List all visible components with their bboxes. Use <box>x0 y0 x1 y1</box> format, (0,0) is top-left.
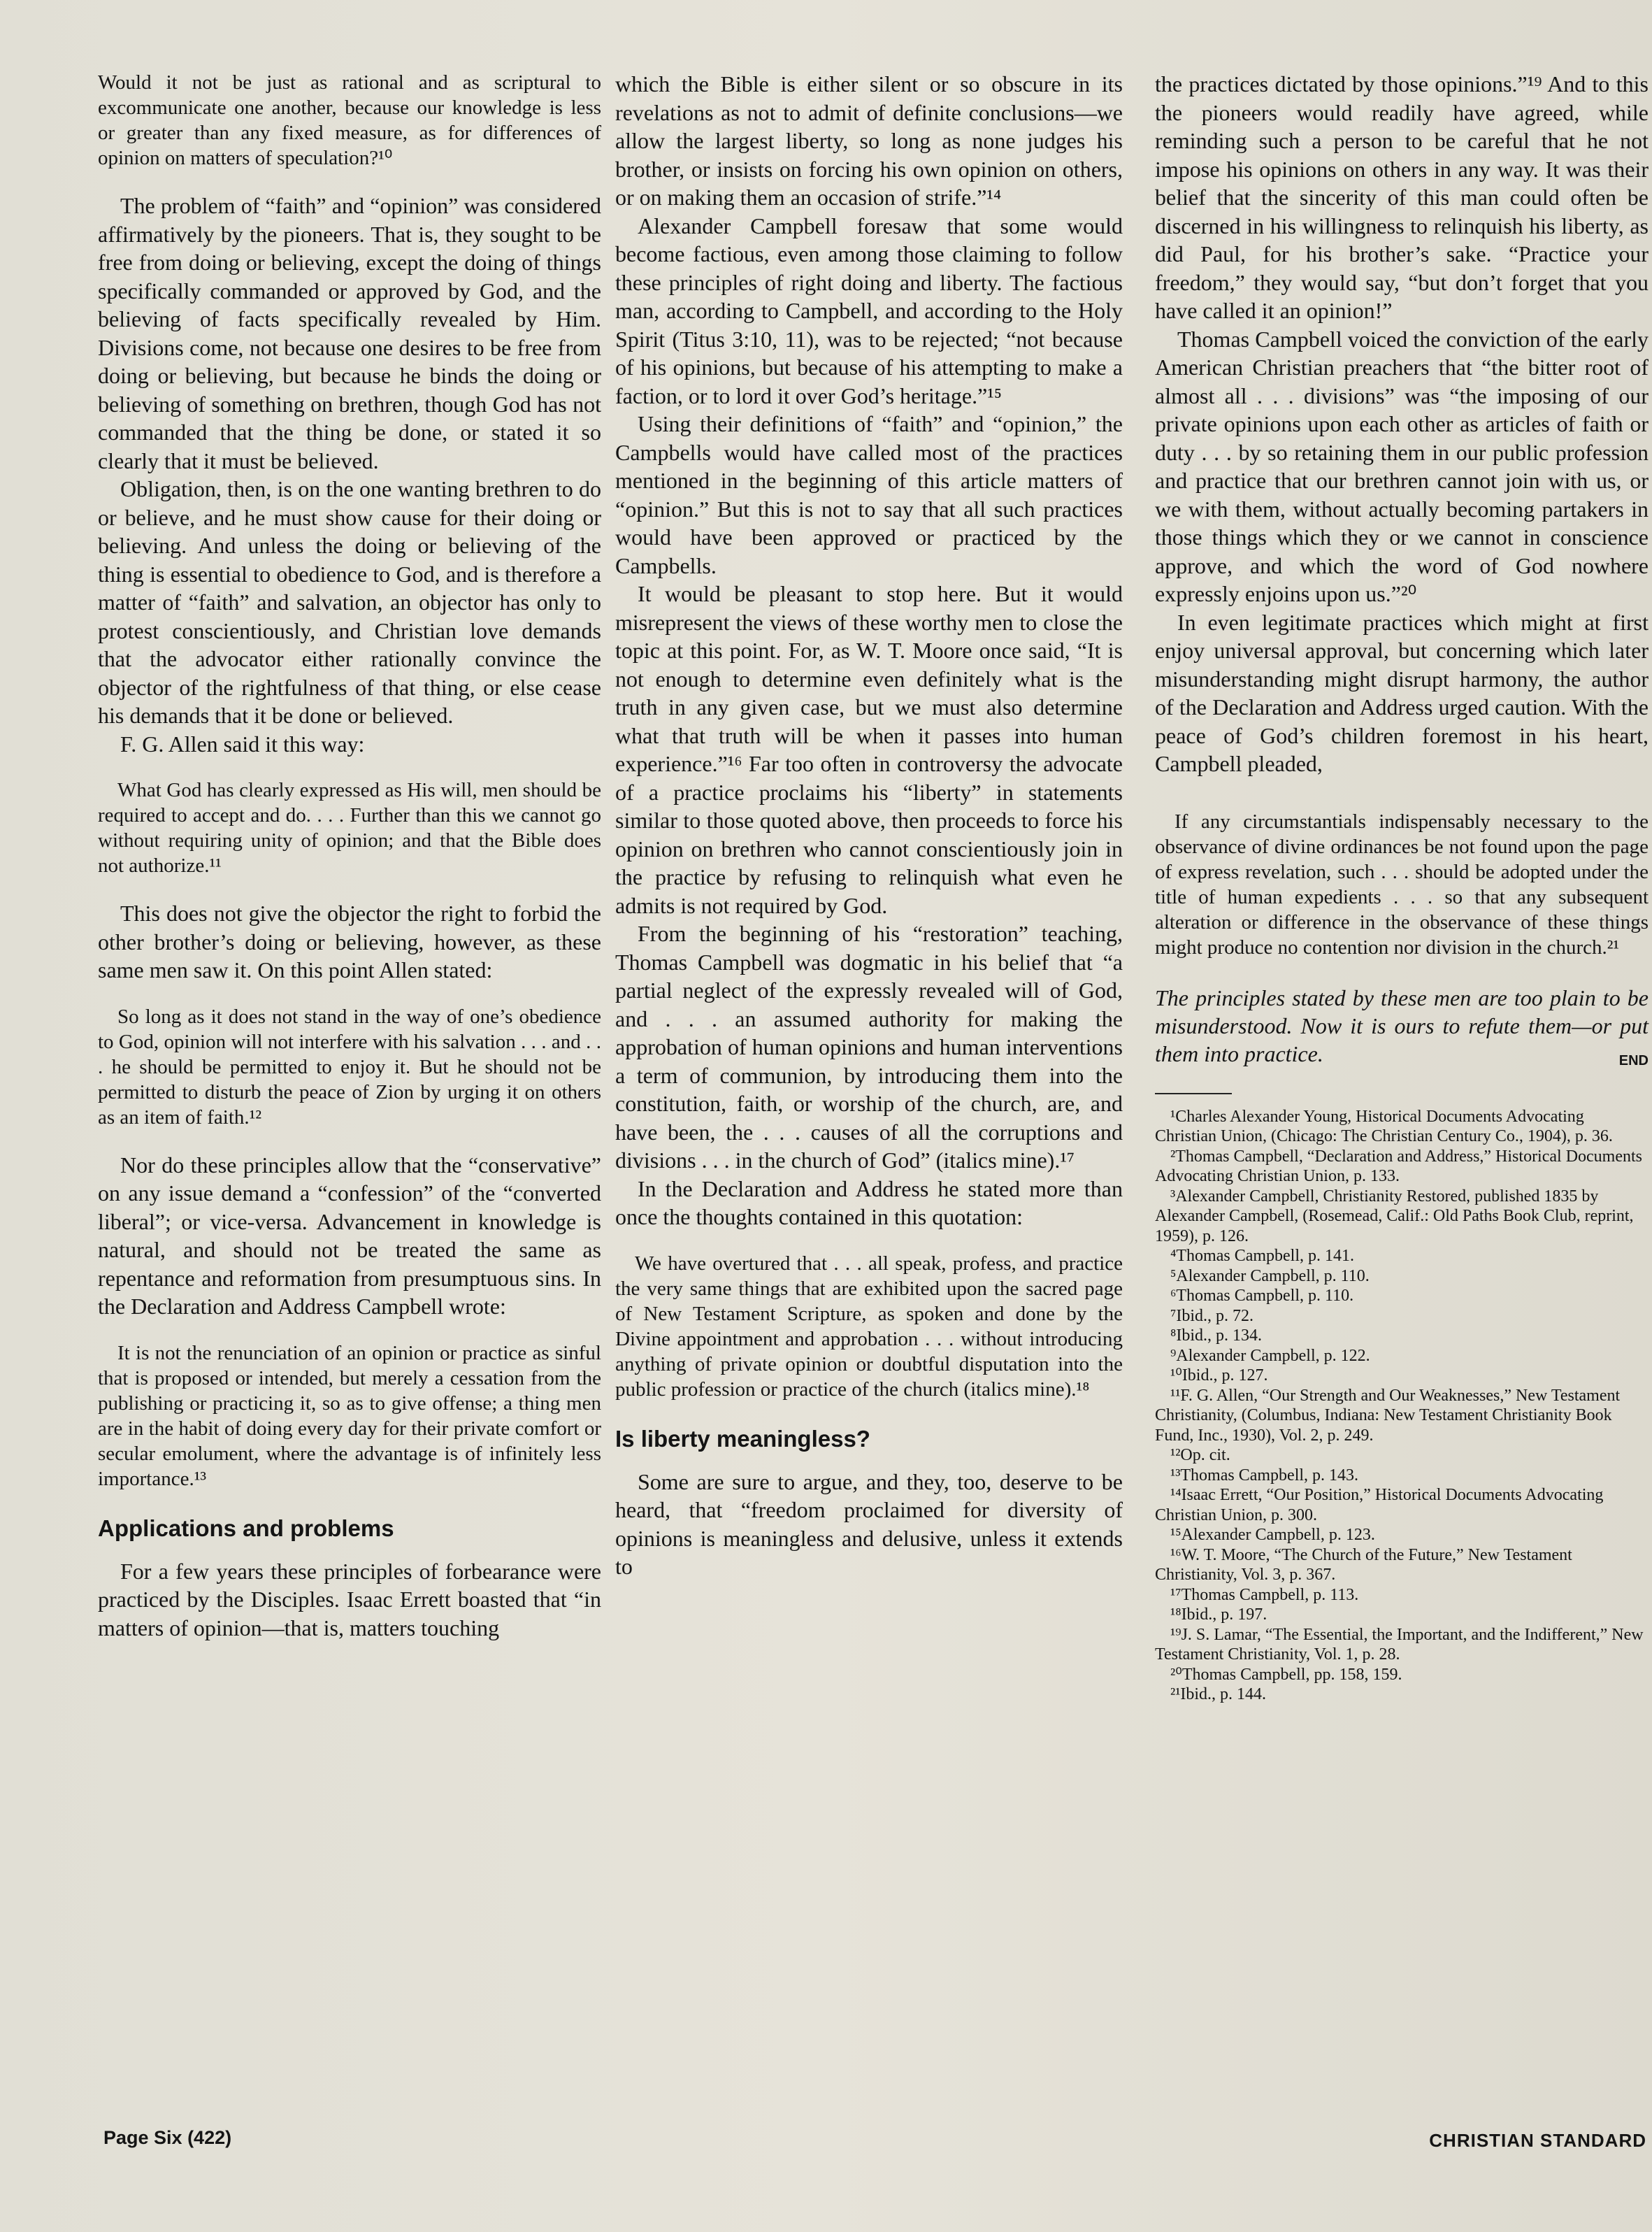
quote-allen-2: So long as it does not stand in the way of one’s obedience to God, opinion will not interfere with his salvation . . . and . . . he should be permitted to enjoy it. But he should not be permitted to disturb the peace of Zion by urging it on others as an item of faith.¹² <box>98 1005 601 1129</box>
column-1 <box>98 70 601 1642</box>
paragraph: Nor do these principles allow that the “conservative” on any issue demand a “confession” of the “converted liberal”; or vice-versa. Advancement in knowledge is natural, and should not be treated the same as repentance and reformation from presumptuous sins. In the Declaration and Address Campbell wrote: <box>98 1152 601 1319</box>
paragraph: For a few years these principles of forbearance were practiced by the Disciples. Isaac Errett boasted that “in matters of opinion—that is, matters touching <box>98 1558 601 1640</box>
footnote: ¹¹F. G. Allen, “Our Strength and Our Weaknesses,” New Testament Christianity, (Columbus, Indiana: New Testament Christianity Book Fund, Inc., 1930), Vol. 2, p. 249. <box>1155 1386 1621 1445</box>
column-2 <box>615 70 1123 1581</box>
subheading-liberty: Is liberty meaningless? <box>615 1425 870 1452</box>
closing-text: The principles stated by these men are too plain to be misunderstood. Now it is ours to refute them—or put them into practice. <box>1155 985 1649 1066</box>
footnote: ⁸Ibid., p. 134. <box>1170 1326 1263 1345</box>
end-mark: END <box>1618 1052 1649 1068</box>
footnote: ¹⁸Ibid., p. 197. <box>1170 1605 1267 1624</box>
paragraph: Obligation, then, is on the one wanting brethren to do or believe, and he must show cause for their doing or believing. And unless the doing or believing of the thing is essential to obedience to God, and is therefore a matter of “faith” and salvation, an objector has only to protest conscientiously, and Christian love demands that the advocator either rationally convince the objector of the rightfulness of that thing, or else cease his demands that it be done or believed. <box>98 476 601 728</box>
publication-name: CHRISTIAN STANDARD <box>1429 2130 1646 2151</box>
footnote: ¹⁷Thomas Campbell, p. 113. <box>1170 1585 1359 1604</box>
footnote: ²¹Ibid., p. 144. <box>1170 1685 1267 1703</box>
footnote-divider <box>1155 1093 1232 1094</box>
footnote: ⁷Ibid., p. 72. <box>1170 1306 1254 1325</box>
footnote: ¹⁴Isaac Errett, “Our Position,” Historical Documents Advocating Christian Union, p. 300. <box>1155 1486 1604 1524</box>
footnote: ⁹Alexander Campbell, p. 122. <box>1170 1346 1370 1365</box>
paragraph: Using their definitions of “faith” and “opinion,” the Campbells would have called most of the practices mentioned in the beginning of this article matters of “opinion.” But this is not to say that all such practices would have been approved or practiced by the Campbells. <box>615 411 1123 578</box>
footnotes-list <box>1155 1107 1649 1705</box>
footnote: ¹Charles Alexander Young, Historical Documents Advocating Christian Union, (Chicago: The Christian Century Co., 1904), p. 36. <box>1155 1107 1613 1145</box>
footnote: ¹³Thomas Campbell, p. 143. <box>1170 1466 1359 1485</box>
paragraph: which the Bible is either silent or so obscure in its revelations as not to admit of definite conclusions—we allow the largest liberty, so long as none judges his brother, or insists on forcing his own opinion on others, or on making them an occasion of strife.”¹⁴ <box>615 71 1123 210</box>
paragraph: It would be pleasant to stop here. But it would misrepresent the views of these worthy men to close the topic at this point. For, as W. T. Moore once said, “It is not enough to determine even definitely what is the truth in any given case, but we must also determine what that truth will be when it passes into human experience.”¹⁶ Far too often in controversy the advocate of a practice proclaims his “liberty” in statements similar to those quoted above, then proceeds to force his opinion on brethren who cannot conscientiously join in the practice by refusing to relinquish what even he admits is not required by God. <box>615 581 1123 918</box>
paragraph: Thomas Campbell voiced the conviction of the early American Christian preachers that “the bitter root of almost all . . . divisions” was “the imposing of our private opinions upon each other as articles of faith or duty . . . by so retaining them in our public profession and practice that our brethren cannot join with us, or we with them, without actually becoming partakers in those things which they or we cannot in conscience approve, and which the word of God nowhere expressly enjoins upon us.”²⁰ <box>1155 326 1649 606</box>
paragraph: Some are sure to argue, and they, too, deserve to be heard, that “freedom proclaimed for diversity of opinions is meaningless and delusive, unless it extends to <box>615 1468 1123 1579</box>
footnote: ¹⁵Alexander Campbell, p. 123. <box>1170 1526 1375 1544</box>
paragraph: In the Declaration and Address he stated more than once the thoughts contained in this quotation: <box>615 1175 1123 1229</box>
paragraph: Alexander Campbell foresaw that some would become factious, even among those claiming to follow these principles of right doing and liberty. The factious man, according to Campbell, and according to the Holy Spirit (Titus 3:10, 11), was to be rejected; “not because of his opinions, but because of his attempting to make a faction, or to lord it over God’s heritage.”¹⁵ <box>615 213 1123 408</box>
paragraph: From the beginning of his “restoration” teaching, Thomas Campbell was dogmatic in his belief that “a partial neglect of the expressly revealed will of God, and . . . an assumed authority for making the approbation of human opinions and human interventions a term of communion, by introducing them into the constitution, faith, or worship of the church, are, and have been, the . . . causes of all the corruptions and divisions . . . in the church of God” (italics mine).¹⁷ <box>615 921 1123 1173</box>
footnote: ²⁰Thomas Campbell, pp. 158, 159. <box>1170 1665 1402 1684</box>
footnote: ¹⁹J. S. Lamar, “The Essential, the Important, and the Indifferent,” New Testament Christianity, Vol. 1, p. 28. <box>1155 1625 1644 1664</box>
quote-circumstantials: If any circumstantials indispensably necessary to the observance of divine ordinances be not found upon the page of express revelation, such . . . should be adopted under the title of human expedients . . . so that any subsequent alteration or difference in the observance of these things might produce no contention nor division in the church.²¹ <box>1155 810 1649 959</box>
footnote: ⁶Thomas Campbell, p. 110. <box>1170 1287 1354 1305</box>
quote-allen-1: What God has clearly expressed as His will, men should be required to accept and do. . . . Further than this we cannot go without requiring unity of opinion; and that the Bible does not authorize.¹¹ <box>98 779 601 877</box>
column-3 <box>1155 70 1649 1705</box>
paragraph: This does not give the objector the right to forbid the other brother’s doing or believing, however, as these same men saw it. On this point Allen stated: <box>98 901 601 982</box>
paragraph: the practices dictated by those opinions.”¹⁹ And to this the pioneers would readily have agreed, while reminding such a person to be careful that he not impose his opinions on others in any way. It was their belief that the sincerity of this man could often be discerned in his willingness to relinquish his liberty, as did Paul, for his brother’s sake. “Practice your freedom,” they would say, “but don’t forget that you have called it an opinion!” <box>1155 71 1649 323</box>
page-number: Page Six (422) <box>103 2127 232 2148</box>
paragraph: In even legitimate practices which might at first enjoy universal approval, but concerning which later misunderstanding might disrupt harmony, the author of the Declaration and Address urged caution. With the peace of God’s children foremost in his heart, Campbell pleaded, <box>1155 609 1649 776</box>
paragraph: F. G. Allen said it this way: <box>120 731 365 757</box>
footnote: ¹⁶W. T. Moore, “The Church of the Future,” New Testament Christianity, Vol. 3, p. 367. <box>1155 1545 1572 1584</box>
footnote: ³Alexander Campbell, Christianity Restored, published 1835 by Alexander Campbell, (Rosemead, Calif.: Old Paths Book Club, reprint, 1959), p. 126. <box>1155 1187 1634 1245</box>
footnote: ⁵Alexander Campbell, p. 110. <box>1170 1266 1370 1285</box>
quote-campbell-speculation: Would it not be just as rational and as scriptural to excommunicate one another, because our knowledge is less or greater than any fixed measure, as for differences of opinion on matters of speculation?¹⁰ <box>98 71 601 169</box>
footnote: ²Thomas Campbell, “Declaration and Address,” Historical Documents Advocating Christian Union, p. 133. <box>1155 1147 1643 1185</box>
closing-statement <box>1155 984 1649 1068</box>
footnote: ¹²Op. cit. <box>1170 1446 1230 1464</box>
footnote: ⁴Thomas Campbell, p. 141. <box>1170 1247 1355 1265</box>
subheading-applications: Applications and problems <box>98 1515 394 1541</box>
quote-overture: We have overtured that . . . all speak, profess, and practice the very same things that are exhibited upon the sacred page of New Testament Scripture, as spoken and done by the Divine appointment and approbation . . . without introducing anything of private opinion or doubtful disputation into the public profession or practice of the church (italics mine).¹⁸ <box>615 1252 1123 1401</box>
quote-declaration: It is not the renunciation of an opinion or practice as sinful that is proposed or intended, but merely a cessation from the publishing or practicing it, so as to give offense; a thing men are in the habit of doing every day for their private comfort or secular emolument, where the advantage is of infinitely less importance.¹³ <box>98 1341 601 1490</box>
paragraph: The problem of “faith” and “opinion” was considered affirmatively by the pioneers. That is, they sought to be free from doing or believing, except the doing of things specifically commanded or approved by God, and the believing of facts specifically revealed by Him. Divisions come, not because one desires to be free from doing or believing, but because he binds the doing or believing of something on brethren, though God has not commanded that the thing be done, or stated it so clearly that it must be believed. <box>98 193 601 473</box>
footnote: ¹⁰Ibid., p. 127. <box>1170 1366 1268 1385</box>
